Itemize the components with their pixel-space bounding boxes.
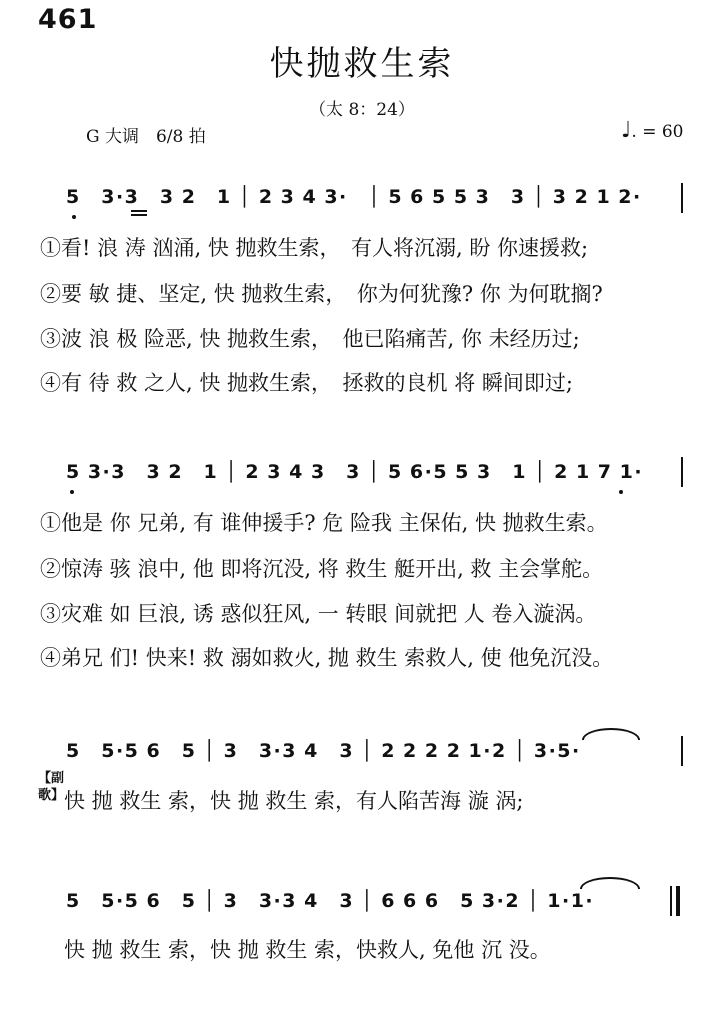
- scripture-reference: （太 8：24）: [309, 100, 415, 120]
- lyric-verse-3: ③灾难 如 巨浪, 诱 惑似狂风, 一 转眼 间就把 人 卷入漩涡。: [40, 602, 597, 626]
- octave-dot: [72, 215, 76, 219]
- lyric-verse-2: ②惊涛 骇 浪中, 他 即将沉没, 将 救生 艇开出, 救 主会掌舵。: [40, 557, 604, 581]
- lyric-verse-3: ③波 浪 极 险恶, 快 抛救生索， 他已陷痛苦, 你 未经历过;: [40, 327, 580, 351]
- quarter-note-icon: ♩: [621, 118, 632, 143]
- hymn-number: 461: [38, 4, 98, 35]
- barline: [681, 736, 683, 766]
- final-barline-thin: [670, 886, 672, 916]
- lyric-verse-1: ①他是 你 兄弟, 有 谁伸援手? 危 险我 主保佑, 快 抛救生索。: [40, 511, 608, 535]
- octave-dot: [70, 490, 74, 494]
- key-meter: G 大调 6/8 拍: [86, 127, 206, 147]
- chorus-label: 【副歌】: [38, 771, 65, 803]
- lyric-verse-4: ④有 待 救 之人, 快 抛救生索， 拯救的良机 将 瞬间即过;: [40, 371, 573, 395]
- notation-line: 5 3·3 3 2 1 │ 2 3 4 3· │ 5 6 5 5 3 3 │ 3 2 1 2·: [66, 186, 642, 208]
- notation-line: 5 5·5 6 5 │ 3 3·3 4 3 │ 2 2 2 2 1·2 │ 3·5·: [66, 740, 581, 762]
- lyric-chorus-1: 快 抛 救生 索，快 抛 救生 索，有人陷苦海 漩 涡;: [64, 789, 524, 813]
- hymn-title: 快抛救生索: [269, 44, 455, 84]
- lyric-verse-4: ④弟兄 们! 快来! 救 溺如救火, 抛 救生 索救人, 使 他免沉没。: [40, 646, 614, 670]
- notation-line: 5 5·5 6 5 │ 3 3·3 4 3 │ 6 6 6 5 3·2 │ 1·1·: [66, 890, 595, 912]
- barline: [681, 183, 683, 213]
- beam: [131, 210, 147, 212]
- final-barline-thick: [676, 886, 680, 916]
- barline: [681, 457, 683, 487]
- lyric-verse-1: ①看! 浪 涛 汹涌, 快 抛救生索， 有人将沉溺, 盼 你速援救;: [40, 236, 589, 260]
- tie-arc: [582, 728, 640, 740]
- octave-dot: [619, 490, 623, 494]
- lyric-chorus-2: 快 抛 救生 索，快 抛 救生 索，快救人, 免他 沉 没。: [64, 938, 551, 962]
- tempo-value: . = 60: [631, 122, 684, 142]
- tempo-marking: [621, 118, 684, 143]
- beam: [131, 214, 147, 216]
- lyric-verse-2: ②要 敏 捷、坚定, 快 抛救生索， 你为何犹豫? 你 为何耽搁?: [40, 282, 603, 306]
- notation-line: 5 3·3 3 2 1 │ 2 3 4 3 3 │ 5 6·5 5 3 1 │ 2 1 7 1·: [66, 461, 644, 483]
